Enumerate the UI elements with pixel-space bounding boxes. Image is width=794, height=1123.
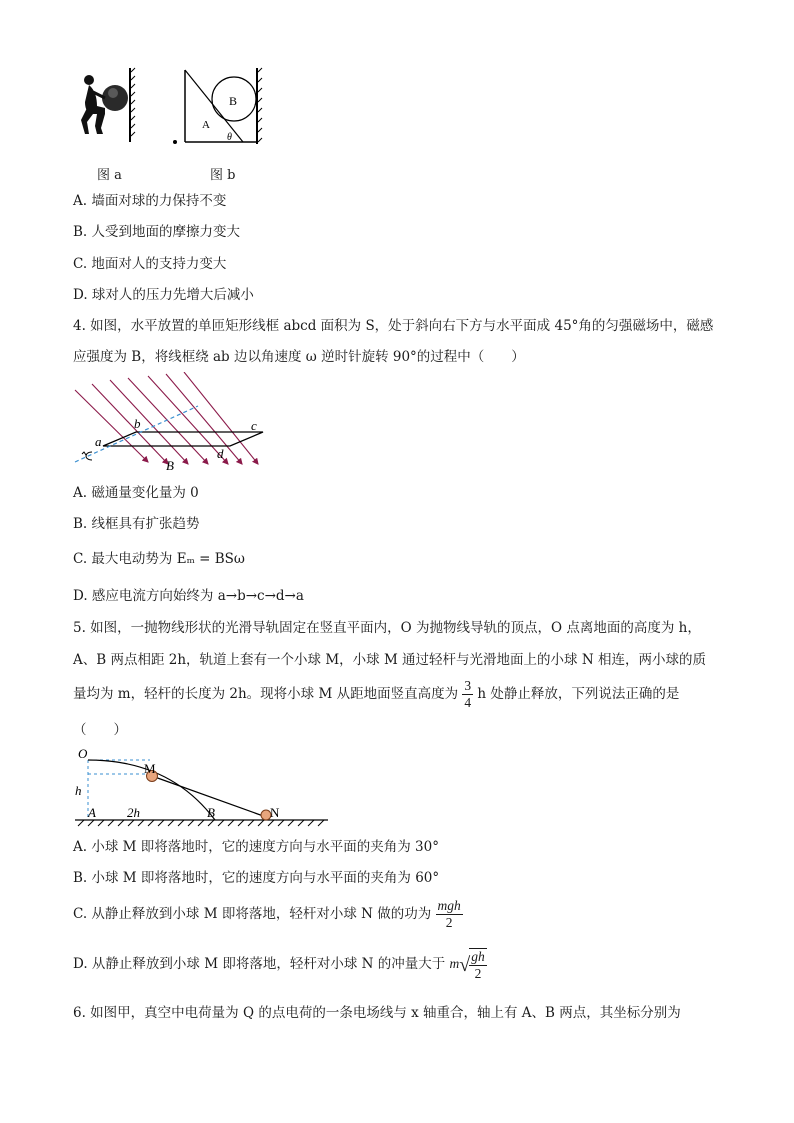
q5-option-d-frac-num: gh bbox=[471, 948, 485, 964]
fig-b-label-theta: θ bbox=[227, 132, 232, 143]
figure-b-wedge-ball bbox=[173, 68, 262, 144]
q5-frac-den: 4 bbox=[464, 695, 472, 710]
q5-fig-label-M: M bbox=[144, 761, 156, 776]
q5-stem-line1: 5. 如图，一抛物线形状的光滑导轨固定在竖直平面内，O 为抛物线导轨的顶点，O 点离地面的高度为 h， bbox=[73, 620, 701, 636]
q5-fig-label-O: O bbox=[78, 746, 88, 761]
fig-b-label-A: A bbox=[202, 119, 210, 131]
q3-option-b: B. 人受到地面的摩擦力变大 bbox=[73, 224, 241, 240]
q5-option-d-m: m bbox=[449, 956, 460, 971]
q4-fig-label-c: c bbox=[251, 418, 257, 433]
q5-option-c-fraction bbox=[436, 898, 463, 931]
figure-a-person-ball bbox=[81, 68, 135, 142]
q4-fig-label-d: d bbox=[217, 446, 224, 461]
q5-stem-line3-text: 量均为 m，轻杆的长度为 2h。现将小球 M 从距地面竖直高度为 bbox=[73, 686, 459, 702]
q5-fig-label-2h: 2h bbox=[127, 805, 140, 820]
figure-a-caption: 图 a bbox=[97, 168, 122, 183]
q3-option-a: A. 墙面对球的力保持不变 bbox=[73, 193, 227, 209]
q4-fig-label-B: B bbox=[166, 458, 174, 473]
q5-figure-parabola-track bbox=[70, 744, 332, 834]
q3-option-c: C. 地面对人的支持力变大 bbox=[73, 256, 227, 272]
q5-stem-line3 bbox=[73, 676, 679, 712]
q5-fig-label-B: B bbox=[207, 805, 215, 820]
q3-option-d: D. 球对人的压力先增大后减小 bbox=[73, 287, 254, 303]
q5-option-a: A. 小球 M 即将落地时，它的速度方向与水平面的夹角为 30° bbox=[73, 839, 439, 855]
q5-fraction-3-4 bbox=[462, 678, 473, 711]
q4-fig-label-b: b bbox=[134, 416, 141, 431]
figure-b-caption: 图 b bbox=[210, 168, 236, 183]
q6-stem-line1: 6. 如图甲，真空中电荷量为 Q 的点电荷的一条电场线与 x 轴重合，轴上有 A、B 两点，其坐标分别为 bbox=[73, 1005, 681, 1021]
q4-figure-loop-in-field bbox=[70, 372, 280, 477]
q5-fig-label-N: N bbox=[270, 805, 280, 820]
q4-stem-line2: 应强度为 B，将线框绕 ab 边以角速度 ω 逆时针旋转 90°的过程中（ ） bbox=[73, 349, 525, 365]
q5-option-d-frac-den: 2 bbox=[474, 965, 482, 981]
q4-fig-label-a: a bbox=[95, 434, 102, 449]
q5-stem-line4: （ ） bbox=[73, 722, 127, 738]
q5-stem-line2: A、B 两点相距 2h，轨道上套有一个小球 M，小球 M 通过轻杆与光滑地面上的小球 N 相连，两小球的质 bbox=[73, 652, 706, 668]
q4-option-c: C. 最大电动势为 Eₘ = BSω bbox=[73, 551, 245, 567]
q5-option-d-text: D. 从静止释放到小球 M 即将落地，轻杆对小球 N 的冲量大于 bbox=[73, 956, 446, 972]
q5-option-c-frac-num: mgh bbox=[437, 898, 461, 913]
q4-stem-line1: 4. 如图，水平放置的单匝矩形线框 abcd 面积为 S，处于斜向右下方与水平面成 45°角的匀强磁场中，磁感 bbox=[73, 318, 714, 334]
q4-option-a: A. 磁通量变化量为 0 bbox=[73, 485, 199, 501]
q5-stem-line3-post: h 处静止释放，下列说法正确的是 bbox=[477, 686, 680, 702]
q4-option-b: B. 线框具有扩张趋势 bbox=[73, 516, 200, 532]
q5-option-b: B. 小球 M 即将落地时，它的速度方向与水平面的夹角为 60° bbox=[73, 870, 440, 886]
q5-option-d: D. 从静止释放到小球 M 即将落地，轻杆对小球 N 的冲量大于 m√ $\frac{gh}{2}$ bbox=[73, 948, 485, 981]
q4-option-d: D. 感应电流方向始终为 a→b→c→d→a bbox=[73, 588, 304, 604]
figure-3 bbox=[75, 62, 275, 162]
q5-option-c bbox=[73, 896, 463, 932]
q5-frac-num: 3 bbox=[464, 678, 472, 693]
q5-fig-label-h: h bbox=[75, 783, 82, 798]
q5-option-c-text: C. 从静止释放到小球 M 即将落地，轻杆对小球 N 做的功为 bbox=[73, 906, 432, 922]
q5-option-c-frac-den: 2 bbox=[445, 915, 453, 930]
fig-b-label-B: B bbox=[229, 94, 238, 108]
q5-fig-label-A: A bbox=[88, 805, 96, 820]
q5-option-d-sqrt-fraction bbox=[469, 948, 487, 982]
